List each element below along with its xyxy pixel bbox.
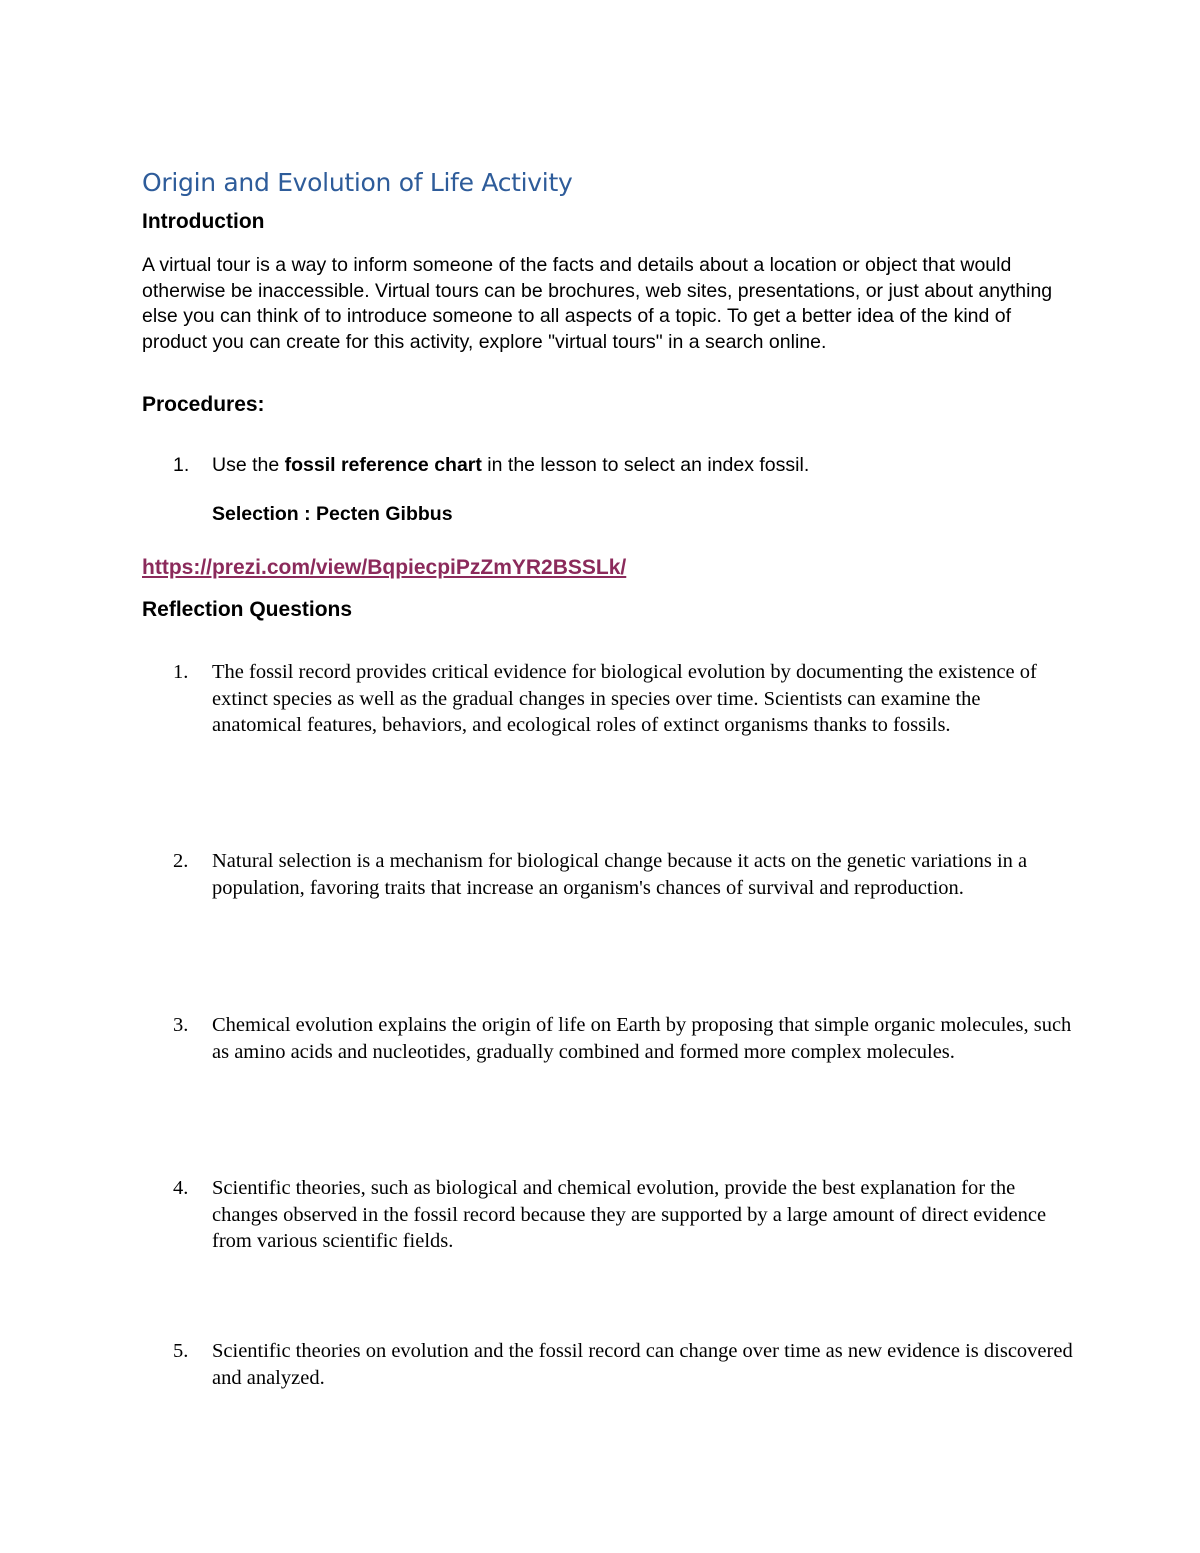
reflection-answer: Scientific theories, such as biological and chemical evolution, provide the best explanation for the changes observed in the fossil record because they are supported by a large amount of direct evidence from various scientific fields.: [212, 1177, 1047, 1252]
reflection-item: [173, 848, 1073, 901]
reflection-item: [173, 1338, 1073, 1391]
list-number: 1.: [173, 661, 189, 683]
reflection-answer: Chemical evolution explains the origin of life on Earth by proposing that simple organic molecules, such as amino acids and nucleotides, gradually combined and formed more complex molecules.: [212, 1014, 1072, 1063]
introduction-paragraph: A virtual tour is a way to inform someone of the facts and details about a location or object that would otherwise be inaccessible. Virtual tours can be brochures, web sites, presentations, or just about anything else you can think of to introduce someone to all aspects of a topic. To get a better idea of the kind of product you can create for this activity, explore "virtual tours" in a search online.: [142, 254, 1053, 353]
reflection-heading: Reflection Questions: [142, 598, 353, 621]
reflection-answer: Natural selection is a mechanism for biological change because it acts on the genetic variations in a population, favoring traits that increase an organism's chances of survival and reproduction.: [212, 850, 1028, 899]
list-number: 5.: [173, 1340, 189, 1362]
reflection-item: [173, 1012, 1073, 1065]
fossil-reference-chart-label: fossil reference chart: [284, 454, 482, 476]
page-title: Origin and Evolution of Life Activity: [142, 168, 573, 197]
list-number: 2.: [173, 850, 189, 872]
reflection-answer: Scientific theories on evolution and the fossil record can change over time as new evidence is discovered and analyzed.: [212, 1340, 1073, 1389]
list-number: 4.: [173, 1177, 189, 1199]
list-number: 3.: [173, 1014, 189, 1036]
prezi-link[interactable]: https://prezi.com/view/BqpiecpiPzZmYR2BSSLk/: [142, 556, 627, 579]
procedures-heading: Procedures:: [142, 393, 265, 416]
procedure-text: Use the fossil reference chart in the lesson to select an index fossil.: [212, 454, 810, 476]
reflection-item: [173, 1175, 1073, 1255]
reflection-item: [173, 659, 1073, 739]
fossil-selection: Selection : Pecten Gibbus: [212, 503, 453, 525]
reflection-answer: The fossil record provides critical evidence for biological evolution by documenting the existence of extinct species as well as the gradual changes in species over time. Scientists can examine the anatomical features, behaviors, and ecological roles of extinct organisms thanks to fossils.: [212, 661, 1037, 736]
introduction-heading: Introduction: [142, 210, 265, 233]
list-number: 1.: [173, 454, 190, 476]
